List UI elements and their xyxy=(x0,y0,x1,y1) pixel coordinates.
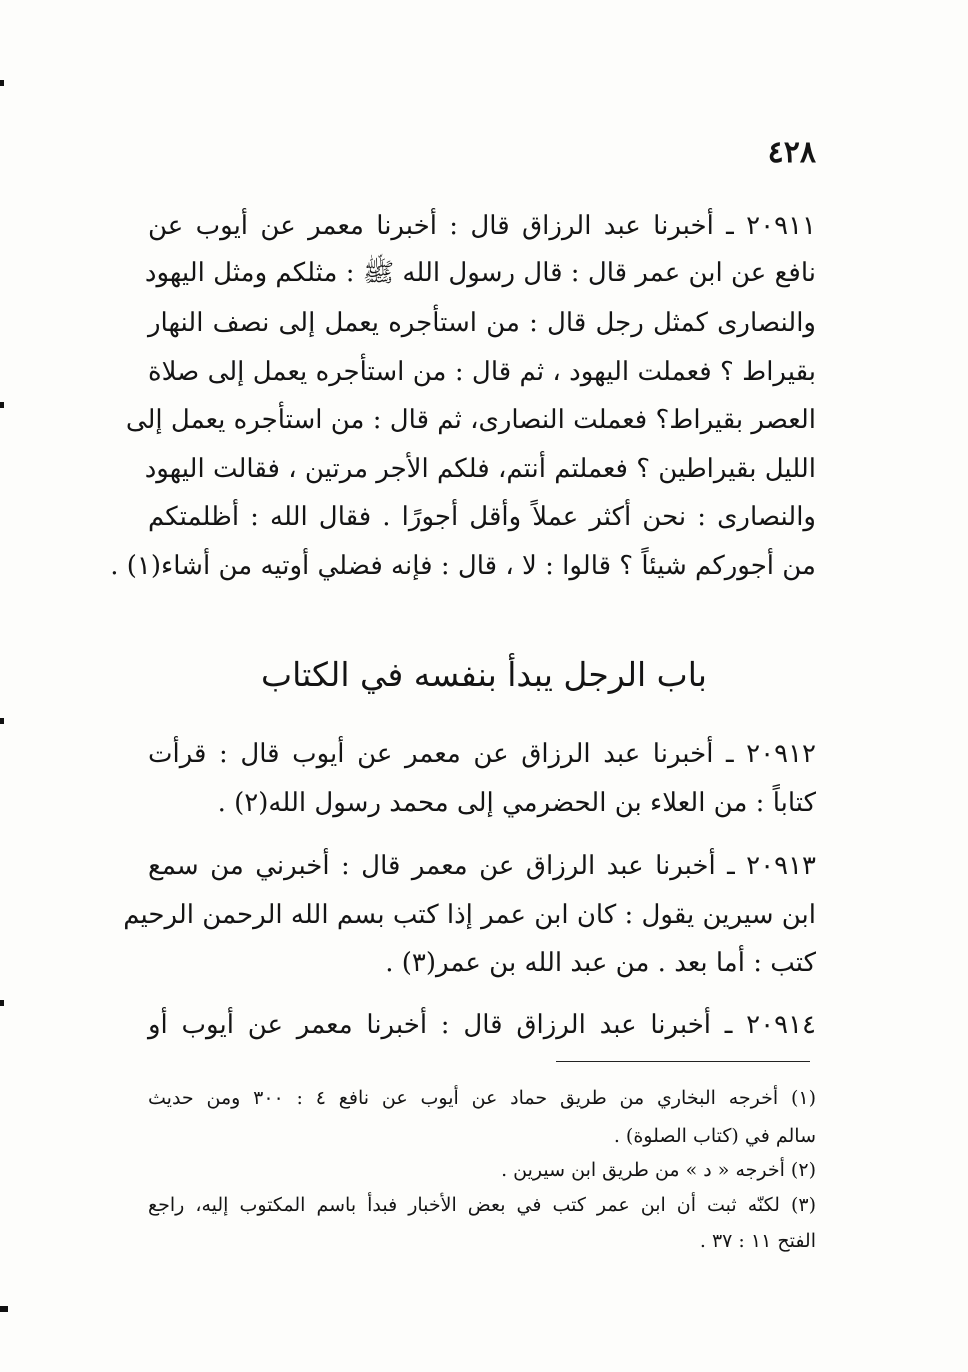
footnote-line: (٢) أخرجه « د » من طريق ابن سيرين . xyxy=(501,1159,816,1181)
text-line: من أجوركم شيئاً ؟ قالوا : لا ، قال : فإنه فضلي أوتيه من أشاء(١) . xyxy=(110,551,816,581)
text-line: والنصارى كمثل رجل قال : من استأجره يعمل إلى نصف النهار xyxy=(148,308,816,338)
text-line: نافع عن ابن عمر قال : قال رسول الله ﷺ : مثلكم ومثل اليهود xyxy=(144,258,816,288)
chapter-heading: باب الرجل يبدأ بنفسه في الكتاب xyxy=(261,655,707,694)
scan-edge-mark xyxy=(0,718,4,724)
text-line: كتب : أما بعد . من عبد الله بن عمر(٣) . xyxy=(385,948,816,978)
footnote-line: (١) أخرجه البخاري من طريق حماد عن أيوب عن نافع ٤ : ٣٠٠ ومن حديث xyxy=(148,1087,816,1109)
text-line: العصر بقيراط؟ فعملت النصارى، ثم قال : من استأجره يعمل إلى xyxy=(125,405,816,435)
text-line: ٢٠٩١٤ ـ أخبرنا عبد الرزاق قال : أخبرنا معمر عن أيوب أو xyxy=(148,1010,816,1040)
footnote-line: سالم في (كتاب الصلوة) . xyxy=(613,1125,816,1147)
footnote-line: (٣) لكنّه ثبت أن ابن عمر كتب في بعض الأخبار فبدأ باسم المكتوب إليه، راجع xyxy=(148,1194,816,1216)
text-line: بقيراط ؟ فعملت اليهود ، ثم قال : من استأجره يعمل إلى صلاة xyxy=(148,357,816,387)
text-line: ٢٠٩١٢ ـ أخبرنا عبد الرزاق عن معمر عن أيوب قال : قرأت xyxy=(148,739,816,769)
footnote-line: الفتح ١١ : ٣٧ . xyxy=(699,1230,816,1252)
text-line: ٢٠٩١١ ـ أخبرنا عبد الرزاق قال : أخبرنا معمر عن أيوب عن xyxy=(148,211,816,241)
text-line: كتاباً : من العلاء بن الحضرمي إلى محمد رسول الله(٢) . xyxy=(217,788,816,818)
page-number: ٤٢٨ xyxy=(767,135,816,170)
text-line: ابن سيرين يقول : كان ابن عمر إذا كتب بسم الله الرحمن الرحيم xyxy=(123,900,816,930)
scan-edge-mark xyxy=(0,1306,8,1312)
text-line: ٢٠٩١٣ ـ أخبرنا عبد الرزاق عن معمر قال : أخبرني من سمع xyxy=(148,851,816,881)
scan-edge-mark xyxy=(0,402,4,408)
footnote-separator xyxy=(556,1061,810,1062)
scan-edge-mark xyxy=(0,1000,4,1006)
text-line: الليل بقيراطين ؟ فعملتم أنتم، فلكم الأجر مرتين ، فقالت اليهود xyxy=(144,454,816,484)
text-line: والنصارى : نحن أكثر عملاً وأقل أجورًا . فقال الله : أظلمتكم xyxy=(148,502,816,532)
scan-edge-mark xyxy=(0,80,4,86)
